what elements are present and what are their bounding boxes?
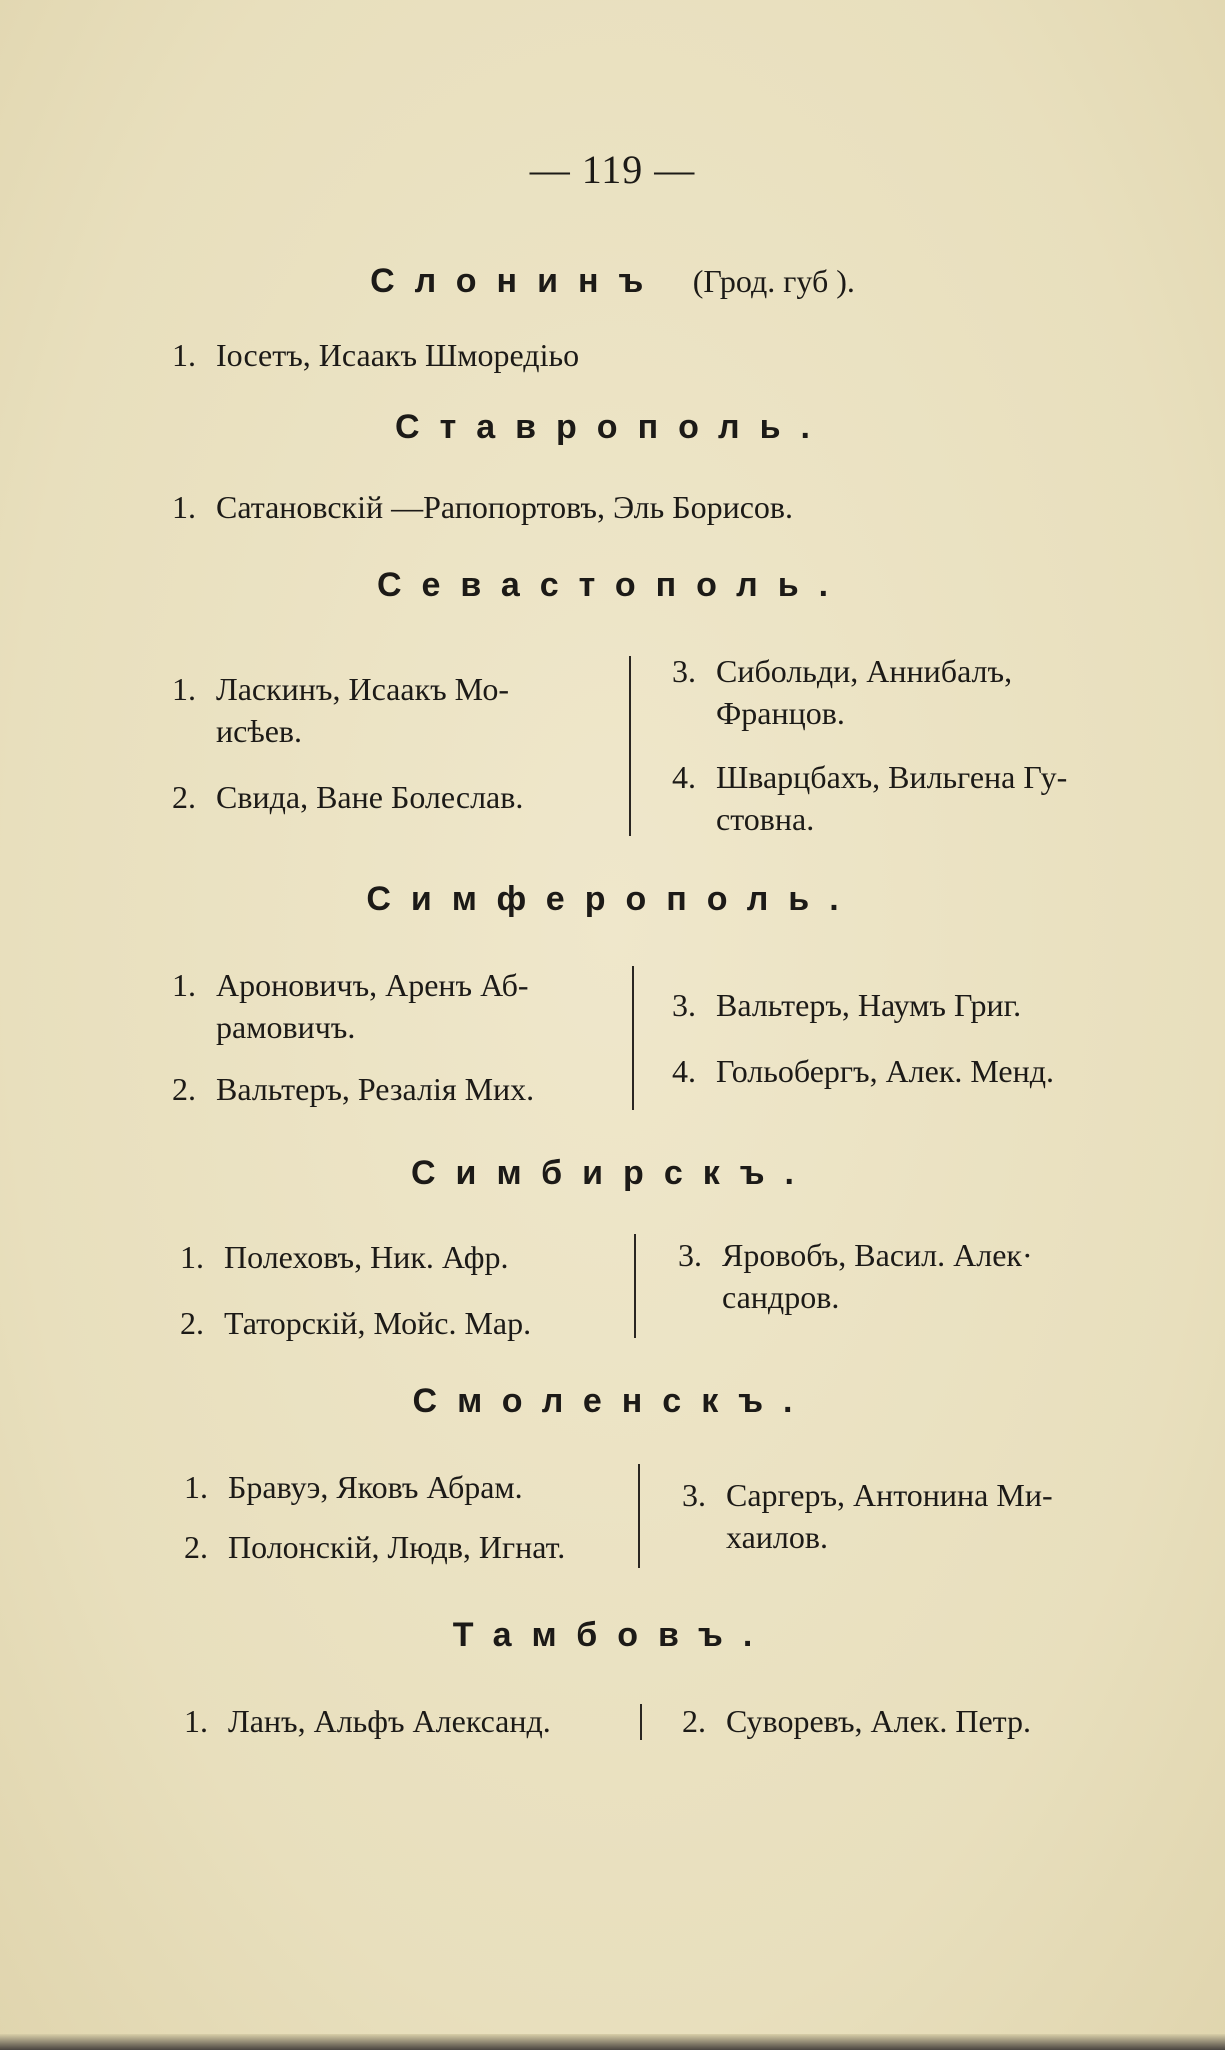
entry-number: 1. [172,489,196,525]
entry-number: 4. [672,1053,696,1089]
heading-simferopol: Симферополь. [366,880,859,918]
entry-text-continued: рамовичъ. [216,1009,356,1045]
entry-slonim-1 [172,334,579,376]
heading-slonim [0,262,1225,301]
entry-sevastopol-4 [672,756,1067,840]
column-divider [629,656,631,836]
entry-number: 2. [682,1703,706,1739]
entry-smolensk-2 [184,1526,565,1568]
entry-simferopol-2 [172,1068,534,1110]
entry-simbirsk-2 [180,1302,531,1344]
entry-number: 3. [672,987,696,1023]
entry-number: 1. [180,1239,204,1275]
entry-simferopol-1 [172,964,529,1048]
entry-number: 2. [172,779,196,815]
entry-text: Полонскій, Людв, Игнат. [228,1529,566,1565]
entry-number: 2. [172,1071,196,1107]
entry-number: 1. [184,1469,208,1505]
page-bottom-edge [0,2034,1225,2050]
heading-slonim-title: Слонинъ [370,262,664,300]
entry-number: 3. [682,1477,706,1513]
entry-number: 1. [172,337,196,373]
entry-number: 3. [672,653,696,689]
entry-text-continued: стовна. [716,801,815,837]
entry-text: Свида, Ване Болеслав. [216,779,524,815]
entry-text: Полеховъ, Ник. Афр. [224,1239,509,1275]
entry-text-continued: исѣев. [216,713,303,749]
column-divider [640,1704,642,1740]
entry-number: 4. [672,759,696,795]
heading-simbirsk: Симбирскъ. [411,1154,814,1192]
entry-number: 1. [172,967,196,1003]
entry-text-continued: хаилов. [726,1519,828,1555]
heading-smolensk: Смоленскъ. [412,1382,813,1420]
entry-number: 3. [678,1237,702,1273]
column-divider [638,1464,640,1568]
entry-simferopol-4 [672,1050,1054,1092]
heading-sevastopol: Севастополь. [376,566,849,604]
entry-text: Ланъ, Альфъ Александ. [228,1703,551,1739]
entry-text: Шварцбахъ, Вильгена Гу- [716,759,1068,795]
entry-text: Бравуэ, Яковъ Абрам. [228,1469,523,1505]
entry-text: Сибольди, Аннибалъ, [716,653,1013,689]
entry-text: Таторскій, Мойс. Мар. [224,1305,532,1341]
entry-smolensk-1 [184,1466,523,1508]
entry-text: Яровобъ, Васил. Алек· [722,1237,1033,1273]
entry-text: Вальтеръ, Резалія Мих. [216,1071,535,1107]
heading-tambov: Тамбовъ. [452,1616,773,1654]
entry-text: Ароновичъ, Аренъ Аб- [216,967,529,1003]
entry-number: 1. [184,1703,208,1739]
entry-text: Іосетъ, Исаакъ Шморедіьо [216,337,580,373]
entry-text: Ласкинъ, Исаакъ Мо- [216,671,509,707]
entry-sevastopol-2 [172,776,523,818]
entry-sevastopol-3 [672,650,1012,734]
entry-smolensk-3 [682,1474,1053,1558]
entry-text-continued: Францов. [716,695,845,731]
entry-number: 2. [184,1529,208,1565]
page-number: — 119 — [529,147,696,192]
entry-tambov-2 [682,1700,1031,1742]
entry-text: Суворевъ, Алек. Петр. [726,1703,1032,1739]
entry-number: 1. [172,671,196,707]
column-divider [632,966,634,1110]
heading-stavropol: Ставрополь. [395,408,830,446]
entry-simbirsk-3 [678,1234,1033,1318]
entry-stavropol-1 [172,486,793,528]
entry-text-continued: сандров. [722,1279,840,1315]
entry-text: Сатановскій —Рапопортовъ, Эль Борисов. [216,489,794,525]
column-divider [634,1234,636,1338]
entry-simferopol-3 [672,984,1021,1026]
entry-text: Вальтеръ, Наумъ Григ. [716,987,1022,1023]
entry-number: 2. [180,1305,204,1341]
entry-simbirsk-1 [180,1236,508,1278]
entry-sevastopol-1 [172,668,509,752]
entry-text: Саргеръ, Антонина Ми- [726,1477,1053,1513]
entry-text: Гольобергъ, Алек. Менд. [716,1053,1055,1089]
entry-tambov-1 [184,1700,551,1742]
heading-slonim-sub: (Грод. губ ). [692,263,855,299]
